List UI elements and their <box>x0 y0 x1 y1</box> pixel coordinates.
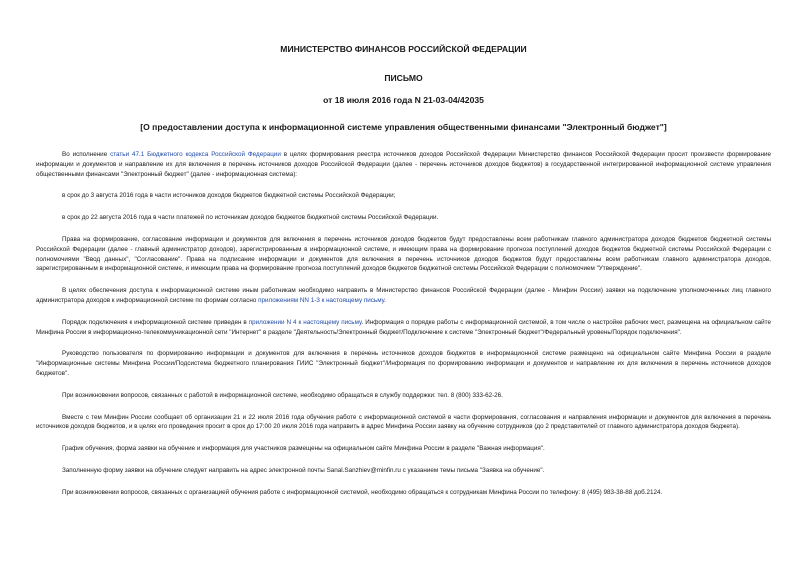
paragraph-training-application: Заполненную форму заявки на обучение следует направить на адрес электронной почты Sanal.Sanzhiev@minfin.ru с указанием темы письма "Заявка на обучение". <box>62 466 545 474</box>
document-subject: [О предоставлении доступа к информационной системе управления общественными финансами "Электронный бюджет"] <box>140 122 667 132</box>
appendix-4-link[interactable]: приложении N 4 к настоящему письму <box>248 318 362 326</box>
paragraph-text: . Информация о порядке работы с информационной системой, в том числе о настройке рабочих мест, размещена на официальном сайте Минфина России в информационно-телекоммуникационной сети "Интернет" в разделе "Деятельность/Электронный бюджет/Подключение к системе "Электронный бюджет"/Федеральный уровень/Порядок подключения". <box>36 318 772 336</box>
document-type: ПИСЬМО <box>384 73 423 83</box>
paragraph-text: в целях формирования реестра источников доходов Российской Федерации Министерство финансов Российской Федерации просит произвести формирование информации и документов и направление их для включения в перечень источников доходов Российской Федерации (далее - перечень источников доходов бюджетов) в государственной интегрированной информационной системе управления общественными финансами "Электронный бюджет" (далее - информационная система): <box>36 151 771 178</box>
paragraph-training: Вместе с тем Минфин России сообщает об организации 21 и 22 июля 2016 года обучения работе с информационной системой в части формирования, согласования и направления информации и документов для включения в перечень источников доходов бюджетов, и в целях его проведения просит в срок до 17:00 20 июля 2016 года направить в адрес Минфина России заявку на обучение сотрудников (до 2 представителей от главного администратора доходов бюджета). <box>36 413 771 431</box>
paragraph-text: В целях обеспечения доступа к информационной системе иным работникам необходимо направить в Министерство финансов Российской Федерации (далее - Минфин России) заявки на подключение уполномоченных лиц главного администратора доходов к информационной системе по формам согласно <box>36 287 771 304</box>
paragraph-deadline-sources: в срок до 3 августа 2016 года в части источников доходов бюджетов бюджетной системы Российской Федерации; <box>62 192 396 200</box>
paragraph-deadline-payments: в срок до 22 августа 2016 года в части платежей по источникам доходов бюджетов бюджетной системы Российской Федерации. <box>62 214 439 222</box>
paragraph-connection-procedure <box>36 318 771 338</box>
paragraph-rights: Права на формирование, согласование информации и документов для включения в перечень источников доходов бюджетов будут предоставлены всем работникам главного администратора доходов бюджетов бюджетной системы Российской Федерации (далее - главный администратор доходов), зарегистрированным в информационной системе, и имеющим права на формирование прогноза поступлений доходов бюджетов бюджетной системы Российской Федерации с полномочиями "Ввод данных", "Согласование". Права на подписание информации и документов для включения в перечень источников доходов бюджетов будут предоставлены всем работникам главного администратора доходов, зарегистрированным в информационной системе, и имеющим права на формирование прогноза поступлений доходов бюджетов бюджетной системы Российской Федерации с полномочием "Утверждение". <box>36 235 771 273</box>
budget-code-article-link[interactable]: статьи 47.1 Бюджетного кодекса Российской Федерации <box>110 151 281 158</box>
paragraph-user-guide: Руководство пользователя по формированию информации и документов для включения в перечень источников доходов бюджетов в информационной системе размещено на официальном сайте Минфина России в разделе "Информационные системы Минфина России/Подсистема бюджетного планирования ГИИС "Электронный бюджет"/Информация по формированию информации и документов и направление их для включения в перечень источников доходов бюджетов". <box>36 350 771 377</box>
paragraph-support: При возникновении вопросов, связанных с работой в информационной системе, необходимо обращаться в службу поддержки: тел. 8 (800) 333-62-26. <box>62 391 503 399</box>
appendices-1-3-link[interactable]: приложениям NN 1-3 к настоящему письму <box>258 296 385 304</box>
paragraph-text: . <box>384 296 386 304</box>
ministry-title: МИНИСТЕРСТВО ФИНАНСОВ РОССИЙСКОЙ ФЕДЕРАЦИИ <box>280 44 527 54</box>
paragraph-access <box>36 286 771 306</box>
paragraph-execution <box>36 150 771 179</box>
paragraph-training-contact: При возникновении вопросов, связанных с организацией обучения работе с информационной системой, необходимо обращаться к сотрудникам Минфина России по телефону: 8 (495) 983-38-88 доб.2124. <box>62 488 663 496</box>
document-date-number: от 18 июля 2016 года N 21-03-04/42035 <box>323 95 484 105</box>
paragraph-training-schedule: График обучения, форма заявки на обучение и информация для участников размещены на официальном сайте Минфина России в разделе "Важная информация". <box>62 445 545 453</box>
paragraph-text: Во исполнение <box>62 151 111 158</box>
paragraph-text: Порядок подключения к информационной системе приведен в <box>62 318 249 326</box>
document-body <box>36 150 771 498</box>
